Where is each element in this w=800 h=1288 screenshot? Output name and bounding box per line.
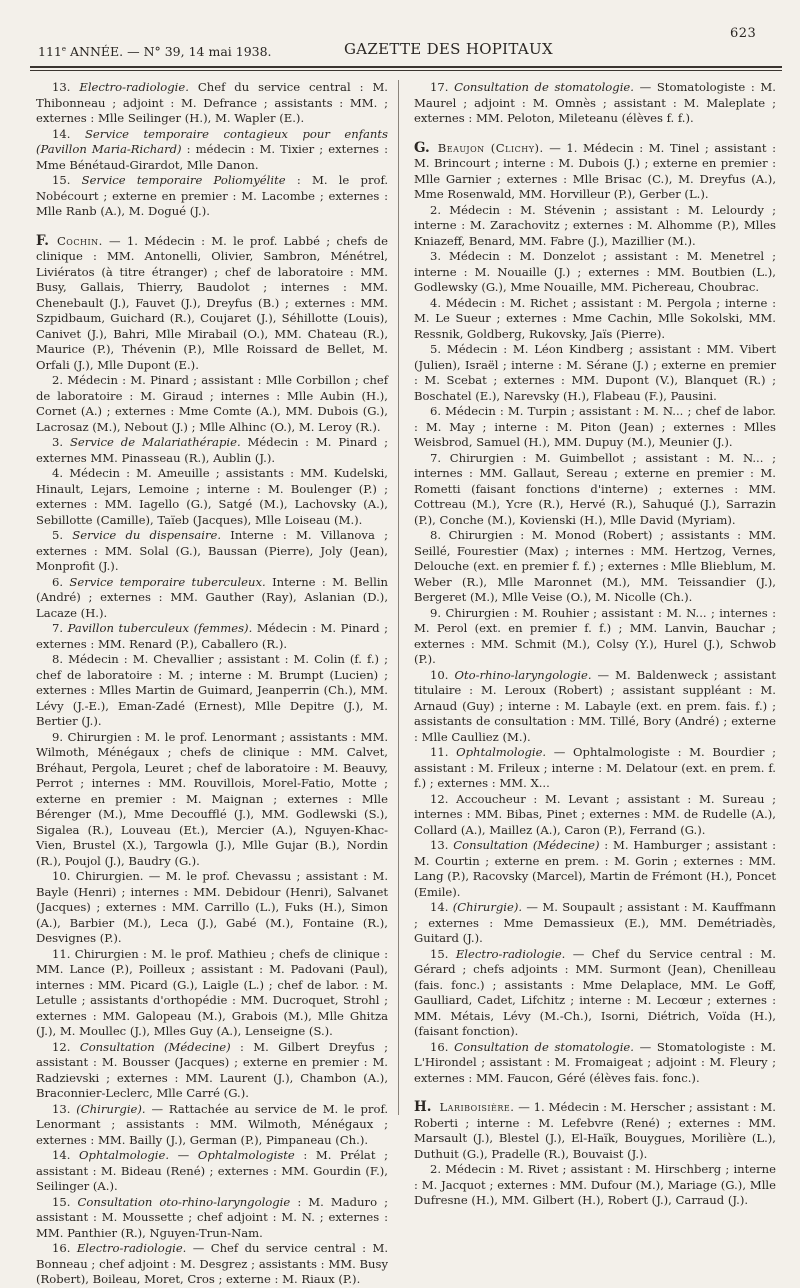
entry-text: — Rattachée au service de M. le prof. Lenormant ; assistants : MM. Wilmoth, Ménégaux ; externes : MM. Bailly (J.), German (P.), Pimpaneau (Ch.). <box>36 1101 389 1147</box>
service-entry <box>36 173 388 220</box>
service-entry <box>36 869 388 947</box>
section-letter: F. <box>36 232 49 249</box>
entry-number: 16. <box>430 1039 455 1054</box>
entry-number: 9. <box>52 729 68 744</box>
service-entry <box>414 792 776 839</box>
service-entry <box>36 1241 388 1288</box>
service-entry <box>36 730 388 870</box>
service-name: Ophtalmologie. — Ophtalmologiste <box>79 1148 295 1162</box>
entry-text: Médecin : M. Stévenin ; assistant : M. Lelourdy ; interne : M. Zarachovitz ; externes : M. Alhomme (P.), Mlles Kniazeff, Benard, MM. Fabre (J.), Mazillier (M.). <box>414 202 777 248</box>
service-name: Pavillon tuberculeux (femmes). <box>67 621 253 635</box>
entry-number: 12. <box>52 1039 80 1054</box>
entry-number: 3. <box>52 435 70 449</box>
service-entry <box>36 575 388 622</box>
service-entry <box>414 1040 776 1087</box>
entry-number: 6. <box>52 574 70 589</box>
entry-text: Chef du service central : M. Thibonneau ; adjoint : M. Defrance ; assistants : MM. ; externes : Mlle Seilinger (H.), M. Wapler (E.). <box>36 80 388 125</box>
entry-number: 17. <box>430 80 455 94</box>
entry-text: — Chef du service central : M. Bonneau ; chef adjoint : M. Desgrez ; assistants : MM. Busy (Robert), Boileau, Moret, Cros ; externe : M. Riaux (P.). <box>36 1241 388 1286</box>
entry-number: 6. <box>430 404 446 418</box>
entry-text: : M. Gilbert Dreyfus ; assistant : M. Bousser (Jacques) ; externe en premier : M. Radzievski ; externes : MM. Laurent (J.), Chambon (A.), Braconnier-Leclerc, Mlle Carré (G.). <box>36 1039 388 1100</box>
service-name: Electro-radiologie. <box>455 946 566 961</box>
service-name: Service temporaire contagieux pour enfants (Pavillon Maria-Richard) <box>36 126 388 156</box>
entry-text: Médecin : M. Chevallier ; assistant : M. Colin (f. f.) ; chef de laboratoire : M. ; interne : M. Brumpt (Lucien) ; externes : Mlles Martin de Guimard, Jeanperrin (Ch.), MM. Lévy (J.-E.), Eman-Zadé (Ernest), Mlle Depitre (J.), M. Bertier (J.). <box>36 652 389 728</box>
service-entry <box>36 435 388 466</box>
service-entry <box>414 606 776 668</box>
entry-number: 2. <box>52 373 68 387</box>
section-letter: G. <box>414 139 430 156</box>
service-entry <box>36 1040 388 1102</box>
header-year-sup: e <box>61 44 67 53</box>
entry-text: Médecin : M. Pinard ; externes : MM. Renard (P.), Caballero (R.). <box>36 621 388 651</box>
entry-text: — M. Baldenweck ; assistant titulaire : M. Leroux (Robert) ; assistant suppléant : M. Arnaud (Guy) ; interne : M. Labayle (ext. en prem. fais. f.) ; assistants de consultation : MM. Tillé, Bory (André) ; externe : Mlle Caulliez (M.). <box>414 667 777 744</box>
entry-number: 7. <box>430 450 450 465</box>
column-divider <box>398 80 399 1115</box>
entry-text: — Chef du Service central : M. Gérard ; chefs adjoints : MM. Surmont (Jean), Chenilleau (fais. fonc.) ; assistants : Mme Delaplace, MM. Le Goff, Gaulliard, Cadet, Lifchitz ; interne : M. Lecœur ; externes : MM. Métais, Lévy (M.-Ch.), Isorni, Diétrich, Voïda (H.), (faisant fonction). <box>414 946 776 1038</box>
service-entry <box>414 947 776 1040</box>
entry-number: 2. <box>430 1162 446 1176</box>
hospital-name: Lariboisière. <box>439 1100 515 1114</box>
service-name: Service temporaire Poliomyélite <box>81 173 286 187</box>
service-name: Electro-radiologie. <box>79 80 189 94</box>
header-year-rest: ANNÉE. <box>66 44 124 59</box>
service-name: Consultation (Médecine) <box>453 838 600 852</box>
service-name: (Chirurgie). <box>76 1101 146 1116</box>
entry-number: 12. <box>430 791 457 806</box>
entry-number: 5. <box>52 528 73 542</box>
service-name: Electro-radiologie. <box>76 1241 187 1255</box>
hospital-section <box>36 234 388 374</box>
entry-text: Médecin : M. Rivet ; assistant : M. Hirschberg ; interne : M. Jacquot ; externes : MM. Dufour (M.), Mariage (G.), Mlle Dufresne (H.), MM. Gilbert (H.), Robert (J.), Carraud (J.). <box>414 1162 777 1207</box>
header-rule-thick <box>30 66 782 68</box>
entry-text: Interne : M. Bellin (André) ; externes : MM. Gauther (Ray), Aslanian (D.), Lacaze (H.). <box>36 574 388 620</box>
service-entry <box>36 466 388 528</box>
service-entry <box>414 296 776 343</box>
entry-text: Médecin : M. Richet ; assistant : M. Pergola ; interne : M. Le Sueur ; externes : Mme Cachin, Mlle Sokolski, MM. Ressnik, Goldberg, Rukovsky, Jaïs (Pierre). <box>414 295 776 341</box>
entry-number: 13. <box>52 1101 77 1116</box>
entry-text: Médecin : M. Donzelot ; assistant : M. Menetrel ; interne : M. Nouaille (J.) ; externes : MM. Boutbien (L.), Godlewsky (G.), Mme Nouaille, MM. Pichereau, Choubrac. <box>414 249 776 294</box>
service-name: Consultation de stomatologie. <box>454 80 634 94</box>
entry-text: — Stomatologiste : M. Maurel ; adjoint : M. Omnès ; assistant : M. Maleplate ; externes : MM. Peloton, Mileteanu (élèves f. f.). <box>414 80 776 125</box>
service-name: Consultation (Médecine) <box>79 1039 231 1054</box>
hospital-name: Beaujon (Clichy). <box>437 140 544 155</box>
entry-number: 11. <box>52 946 75 961</box>
entry-number: 15. <box>430 946 456 961</box>
entry-text: Médecin : M. Turpin ; assistant : M. N... ; chef de labor. : M. May ; interne : M. Piton (Jean) ; externes : Mlles Weisbrod, Samuel (H.), MM. Dupuy (M.), Meunier (J.). <box>414 404 776 449</box>
service-entry <box>36 621 388 652</box>
service-name: Ophtalmologie. <box>456 745 547 759</box>
header-issue <box>38 44 272 59</box>
entry-text: — Ophtalmologiste : M. Bourdier ; assistant : M. Frileux ; interne : M. Delatour (ext. en prem. f. f.) ; externes : MM. X... <box>414 745 777 790</box>
entry-number: 14. <box>52 1148 80 1162</box>
entry-number: 5. <box>430 342 447 356</box>
hospital-section <box>414 141 776 203</box>
entry-text: Chirurgien : M. Monod (Robert) ; assistants : MM. Seillé, Fourestier (Max) ; internes : MM. Hertzog, Vernes, Delouche (ext. en premier f. f.) ; externes : Mlle Blieblum, M. Weber (R.), Mlle Maronnet (M.), MM. Teissandier (J.), Bergeret (M.), Mlle Veise (O.), M. Nicolle (Ch.). <box>414 528 776 604</box>
entry-number: 4. <box>52 466 70 480</box>
entry-text: — 1. Médecin : M. Herscher ; assistant : M. Roberti ; interne : M. Lefebvre (René) ; externes : MM. Marsault (J.), Blestel (J.), El-Haïk, Bouygues, Morilière (L.), Duthuit (G.), Pradelle (R.), Bouvaist (J.). <box>414 1100 776 1161</box>
service-name: Consultation de stomatologie. <box>454 1039 634 1054</box>
service-name: Oto-rhino-laryngologie. <box>454 667 592 682</box>
entry-text: : M. le prof. Nobécourt ; externe en premier : M. Lacombe ; externes : Mlle Ranb (A.), M. Dogué (J.). <box>36 173 389 218</box>
entry-number: 10. <box>430 667 455 682</box>
entry-number: 2. <box>430 202 450 217</box>
entry-text: — Stomatologiste : M. L'Hirondel ; assistant : M. Fromaigeat ; adjoint : M. Fleury ; externes : MM. Faucon, Géré (élèves fais. fonc.). <box>414 1039 776 1085</box>
entry-text: Médecin : M. Ameuille ; assistants : MM. Kudelski, Hinault, Lejars, Lemoine ; interne : M. Boulenger (P.) ; externes : MM. Iagello (G.), Satgé (M.), Lachovsky (A.), Sebillotte (Camille), Taïeb (Jacques), Mlle Loiseau (M.). <box>36 466 388 527</box>
entry-text: Chirurgien : M. le prof. Lenormant ; assistants : MM. Wilmoth, Ménégaux ; chefs de clinique : MM. Calvet, Bréhaut, Pergola, Leuret ; chef de laboratoire : M. Beauvy, Perrot ; internes : MM. Rouvillois, Morel-Fatio, Motte ; externe en premier : M. Maignan ; externes : Mlle Bérenger (M.), Mme Decoufflé (J.), MM. Godlewski (S.), Sigalea (R.), Louveau (Et.), Mercier (A.), Nguyen-Khac-Vien, Brustel (X.), Targowla (J.), Mlle Gujar (B.), Nordin (R.), Poujol (J.), Baudry (G.). <box>36 729 388 868</box>
service-entry <box>36 80 388 127</box>
entry-text: Chirurgien. — M. le prof. Chevassu ; assistant : M. Bayle (Henri) ; internes : MM. Debidour (Henri), Salvanet (Jacques) ; externes : MM. Carrillo (L.), Fuks (H.), Simon (A.), Barbier (M.), Leca (J.), Gabé (M.), Fontaine (R.), Desvignes (P.). <box>36 869 389 945</box>
entry-number: 10. <box>52 869 76 883</box>
entry-number: 11. <box>430 745 457 759</box>
entry-number: 15. <box>52 173 82 187</box>
entry-text: Interne : M. Villanova ; externes : MM. Solal (G.), Baussan (Pierre), Joly (Jean), Monprofit (J.). <box>36 528 388 573</box>
service-name: Service du dispensaire. <box>72 528 222 542</box>
service-name: (Chirurgie). <box>452 900 523 914</box>
service-entry <box>414 451 776 529</box>
hospital-section <box>414 1100 776 1162</box>
service-entry <box>414 668 776 746</box>
service-entry <box>36 1195 388 1242</box>
entry-number: 3. <box>430 249 450 263</box>
service-entry <box>36 947 388 1040</box>
service-entry <box>414 80 776 127</box>
service-name: Consultation oto-rhino-laryngologie <box>77 1194 291 1209</box>
service-entry <box>36 652 388 730</box>
header-year: 111 <box>38 44 62 59</box>
service-entry <box>36 1102 388 1149</box>
service-entry <box>414 203 776 250</box>
header-rule-thin <box>30 70 782 71</box>
service-entry <box>36 1148 388 1195</box>
entry-text: Médecin : M. Pinard ; externes MM. Pinasseau (R.), Aublin (J.). <box>36 435 388 465</box>
entry-number: 14. <box>52 126 85 141</box>
entry-number: 13. <box>52 80 80 94</box>
entry-number: 15. <box>52 1194 78 1209</box>
entry-number: 9. <box>430 605 446 620</box>
page-number: 623 <box>730 26 757 41</box>
entry-text: Accoucheur : M. Levant ; assistant : M. Sureau ; internes : MM. Bibas, Pinet ; externes : MM. de Rudelle (A.), Collard (A.), Maillez (A.), Caron (P.), Ferrand (G.). <box>414 791 777 837</box>
header-issue-date: — N° 39, 14 mai 1938. <box>123 44 272 59</box>
service-entry <box>36 373 388 435</box>
service-entry <box>36 528 388 575</box>
entry-text: — 1. Médecin : M. le prof. Labbé ; chefs de clinique : MM. Antonelli, Olivier, Sambron, Ménétrel, Liviératos (à titre étranger) ; chef de laboratoire : MM. Busy, Gallais, Thierry, Baudolot ; internes : MM. Chenebault (J.), Fauvet (J.), Dreyfus (B.) ; externes : MM. Szpidbaum, Guichard (R.), Coujaret (J.), Séhillotte (Louis), Canivet (J.), Bahri, Mlle Mirabail (O.), MM. Chateau (R.), Maurice (P.), Thévenin (P.), Mlle Roissard de Bellet, M. Orfali (J.), Mlle Dupont (E.). <box>36 233 388 372</box>
section-letter: H. <box>414 1099 432 1115</box>
entry-number: 13. <box>430 838 454 852</box>
entry-number: 8. <box>52 652 69 666</box>
running-header <box>38 40 772 60</box>
service-entry <box>414 528 776 606</box>
entry-number: 7. <box>52 621 68 635</box>
entry-text: : M. Prélat ; assistant : M. Bideau (René) ; externes : MM. Gourdin (F.), Seilinger (A.). <box>36 1148 389 1193</box>
entry-text: Médecin : M. Léon Kindberg ; assistant : MM. Vibert (Julien), Israël ; interne : M. Sérane (J.) ; externe en premier : M. Scebat ; externes : MM. Dupont (V.), Blanquet (R.) ; Boschatel (E.), Narevsky (H.), Flabeau (F.), Pausini. <box>414 342 777 403</box>
service-entry <box>414 900 776 947</box>
entry-text: : M. Maduro ; assistant : M. Moussette ; chef adjoint : M. N. ; externes : MM. Panthier (R.), Nguyen-Trun-Nam. <box>36 1194 389 1240</box>
entry-text: Chirurgien : M. Guimbellot ; assistant : M. N... ; internes : MM. Gallaut, Sereau ; externe en premier : M. Rometti (faisant fonctions d'interne) ; externes : MM. Cottreau (M.), Ycre (R.), Hervé (R.), Sahuqué (J.), Sarrazin (P.), Conche (M.), Kovienski (H.), Mlle David (Myriam). <box>414 450 777 527</box>
service-entry <box>414 342 776 404</box>
hospital-name: Cochin. <box>56 233 103 248</box>
entry-number: 14. <box>430 900 453 914</box>
entry-text: — M. Soupault ; assistant : M. Kauffmann ; externes : Mme Demassieux (E.), MM. Demétriadès, Guitard (J.). <box>414 900 777 945</box>
entry-number: 8. <box>430 528 449 542</box>
entry-text: Chirurgien : M. Rouhier ; assistant : M. N... ; internes : M. Perol (ext. en premier f. f.) ; MM. Lanvin, Bauchar ; externes : MM. Schmit (M.), Colsy (Y.), Hurel (J.), Schwob (P.). <box>414 605 777 666</box>
entry-text: : M. Hamburger ; assistant : M. Courtin ; externe en prem. : M. Gorin ; externes : MM. Lang (P.), Racovsky (Marcel), Martin de Frémont (H.), Poncet (Emile). <box>414 838 777 899</box>
entry-text: Chirurgien : M. le prof. Mathieu ; chefs de clinique : MM. Lance (P.), Poilleux ; assistant : M. Padovani (Paul), internes : MM. Picard (G.), Laigle (L.) ; chef de labor. : M. Letulle ; assistants d'orthopédie : MM. Ducroquet, Strohl ; externes : MM. Galopeau (M.), Grabois (M.), Mlle Ghitza (J.), M. Moullec (J.), Mlles Guy (A.), Lenseigne (S.). <box>36 946 388 1038</box>
right-column <box>414 80 776 1209</box>
entry-text: : médecin : M. Tixier ; externes : Mme Bénétaud-Girardot, Mlle Danon. <box>36 142 388 172</box>
service-entry <box>414 1162 776 1209</box>
service-entry <box>414 745 776 792</box>
service-entry <box>414 838 776 900</box>
entry-text: — 1. Médecin : M. Tinel ; assistant : M. Brincourt ; interne : M. Dubois (J.) ; externe en premier : Mlle Garnier ; externes : Mlle Brisac (C.), M. Dreyfus (A.), Mme Rosenwald, MM. Horvilleur (P.), Gerber (L.). <box>414 140 776 201</box>
service-name: Service de Malariathérapie. <box>69 435 241 449</box>
service-entry <box>414 249 776 296</box>
service-name: Service temporaire tuberculeux. <box>69 574 266 589</box>
entry-number: 16. <box>52 1241 77 1255</box>
left-column <box>36 80 388 1288</box>
journal-title: GAZETTE DES HOPITAUX <box>344 40 553 58</box>
entry-number: 4. <box>430 295 446 310</box>
service-entry <box>414 404 776 451</box>
service-entry <box>36 127 388 174</box>
entry-text: Médecin : M. Pinard ; assistant : Mlle Corbillon ; chef de laboratoire : M. Giraud ; internes : Mlle Aubin (H.), Cornet (A.) ; externes : Mme Comte (A.), MM. Dubois (G.), Lacrosaz (M.), Nebout (J.) ; Mlle Alhinc (O.), M. Leroy (R.). <box>36 373 388 434</box>
